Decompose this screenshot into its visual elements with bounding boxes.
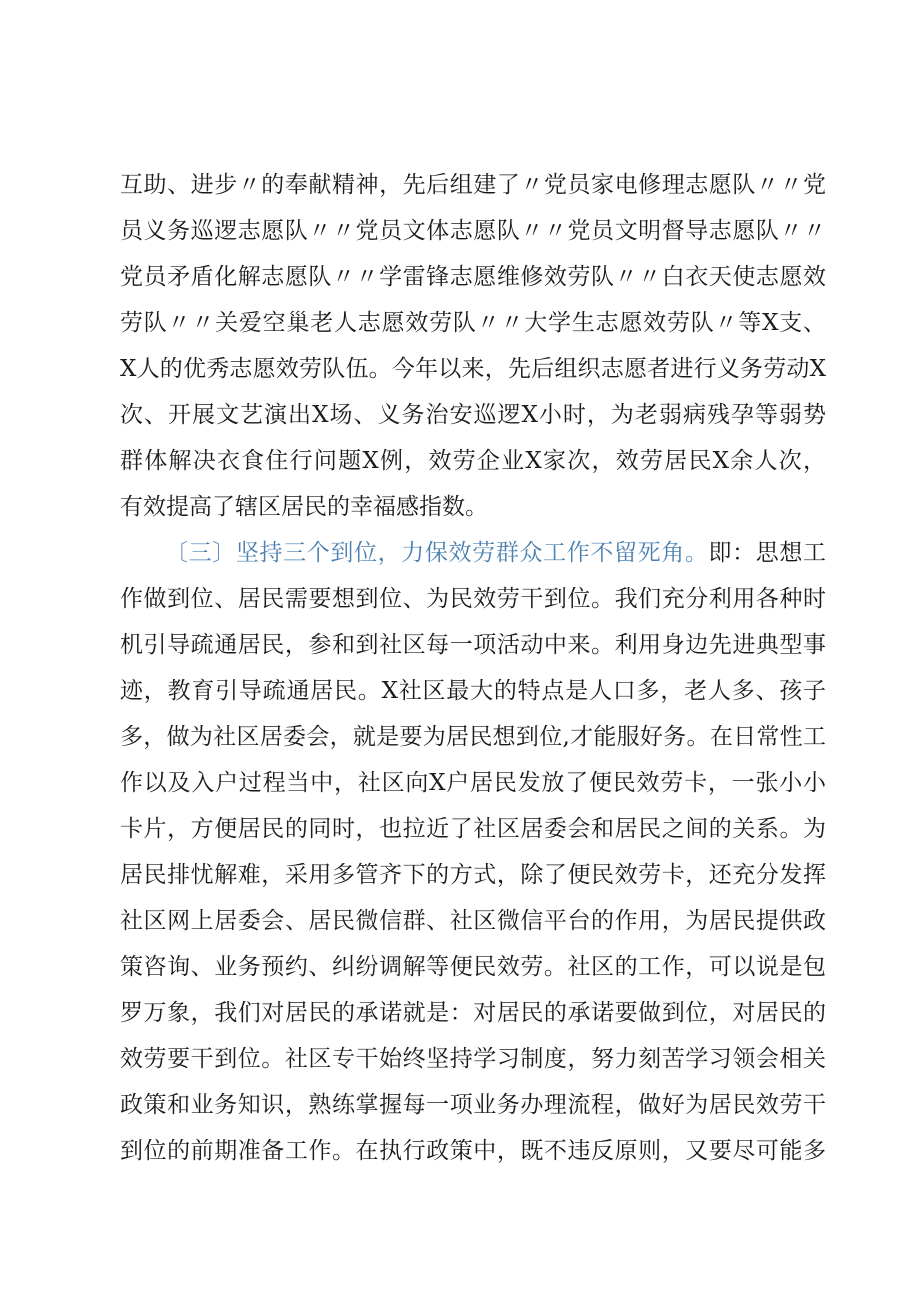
paragraph-2-line-9 bbox=[0, 901, 920, 941]
text-line: 作做到位、居民需要想到位、为民效劳干到位。我们充分利用各种时 bbox=[120, 586, 826, 612]
text-line: 罗万象，我们对居民的承诺就是：对居民的承诺要做到位，对居民的 bbox=[120, 1000, 826, 1026]
text-line: 群体解决衣食住行问题X例，效劳企业X家次，效劳居民X余人次， bbox=[120, 448, 826, 474]
text-line: 作以及入户过程当中，社区向X户居民发放了便民效劳卡，一张小小 bbox=[120, 770, 826, 796]
paragraph-1-line-1 bbox=[0, 165, 920, 205]
text-line: 策咨询、业务预约、纠纷调解等便民效劳。社区的工作，可以说是包 bbox=[120, 954, 826, 980]
paragraph-1-line-6 bbox=[0, 395, 920, 435]
paragraph-1-line-3 bbox=[0, 257, 920, 297]
text-line: 多，做为社区居委会，就是要为居民想到位,才能服好务。在日常性工 bbox=[120, 724, 826, 750]
paragraph-1-line-5 bbox=[0, 349, 920, 389]
paragraph-2-line-7 bbox=[0, 809, 920, 849]
text-line: 机引导疏通居民，参和到社区每一项活动中来。利用身边先进典型事 bbox=[120, 632, 826, 658]
section-heading: 〔三〕坚持三个到位，力保效劳群众工作不留死角。 bbox=[165, 540, 709, 566]
paragraph-2-line-1 bbox=[0, 533, 920, 573]
text-line: 效劳要干到位。社区专干始终坚持学习制度，努力刻苦学习领会相关 bbox=[120, 1046, 826, 1072]
text-line: 社区网上居委会、居民微信群、社区微信平台的作用，为居民提供政 bbox=[120, 908, 826, 934]
paragraph-2-line-14 bbox=[0, 1131, 920, 1171]
paragraph-2-line-13 bbox=[0, 1085, 920, 1125]
paragraph-2-line-5 bbox=[0, 717, 920, 757]
text-line: 员义务巡逻志愿队〃〃党员文体志愿队〃〃党员文明督导志愿队〃〃 bbox=[120, 218, 826, 244]
text-line bbox=[165, 533, 826, 573]
paragraph-2-line-8 bbox=[0, 855, 920, 895]
paragraph-2-line-2 bbox=[0, 579, 920, 619]
paragraph-1-line-7 bbox=[0, 441, 920, 481]
text-line: X人的优秀志愿效劳队伍。今年以来，先后组织志愿者进行义务劳动X bbox=[120, 356, 826, 382]
text-line: 党员矛盾化解志愿队〃〃学雷锋志愿维修效劳队〃〃白衣天使志愿效 bbox=[120, 264, 826, 290]
paragraph-2-line-11 bbox=[0, 993, 920, 1033]
paragraph-2-line-6 bbox=[0, 763, 920, 803]
paragraph-2-line-3 bbox=[0, 625, 920, 665]
text-line: 劳队〃〃关爱空巢老人志愿效劳队〃〃大学生志愿效劳队〃等X支、 bbox=[120, 310, 826, 336]
text-line: 互助、进步〃的奉献精神，先后组建了〃党员家电修理志愿队〃〃党 bbox=[120, 172, 826, 198]
text-line: 次、开展文艺演出X场、义务治安巡逻X小时，为老弱病残孕等弱势 bbox=[120, 402, 826, 428]
text-line: 卡片，方便居民的同时，也拉近了社区居委会和居民之间的关系。为 bbox=[120, 816, 826, 842]
paragraph-2-line-12 bbox=[0, 1039, 920, 1079]
heading-continuation: 即：思想工 bbox=[708, 540, 827, 566]
text-line: 迹，教育引导疏通居民。X社区最大的特点是人口多，老人多、孩子 bbox=[120, 678, 826, 704]
paragraph-1-line-4 bbox=[0, 303, 920, 343]
paragraph-1-line-2 bbox=[0, 211, 920, 251]
text-line: 到位的前期准备工作。在执行政策中，既不违反原则，又要尽可能多 bbox=[120, 1138, 826, 1164]
text-line: 政策和业务知识，熟练掌握每一项业务办理流程，做好为居民效劳干 bbox=[120, 1092, 826, 1118]
text-line: 居民排忧解难，采用多管齐下的方式，除了便民效劳卡，还充分发挥 bbox=[120, 862, 826, 888]
paragraph-2-line-4 bbox=[0, 671, 920, 711]
paragraph-1-line-8 bbox=[0, 487, 920, 527]
paragraph-2-line-10 bbox=[0, 947, 920, 987]
text-line: 有效提高了辖区居民的幸福感指数。 bbox=[120, 494, 488, 520]
